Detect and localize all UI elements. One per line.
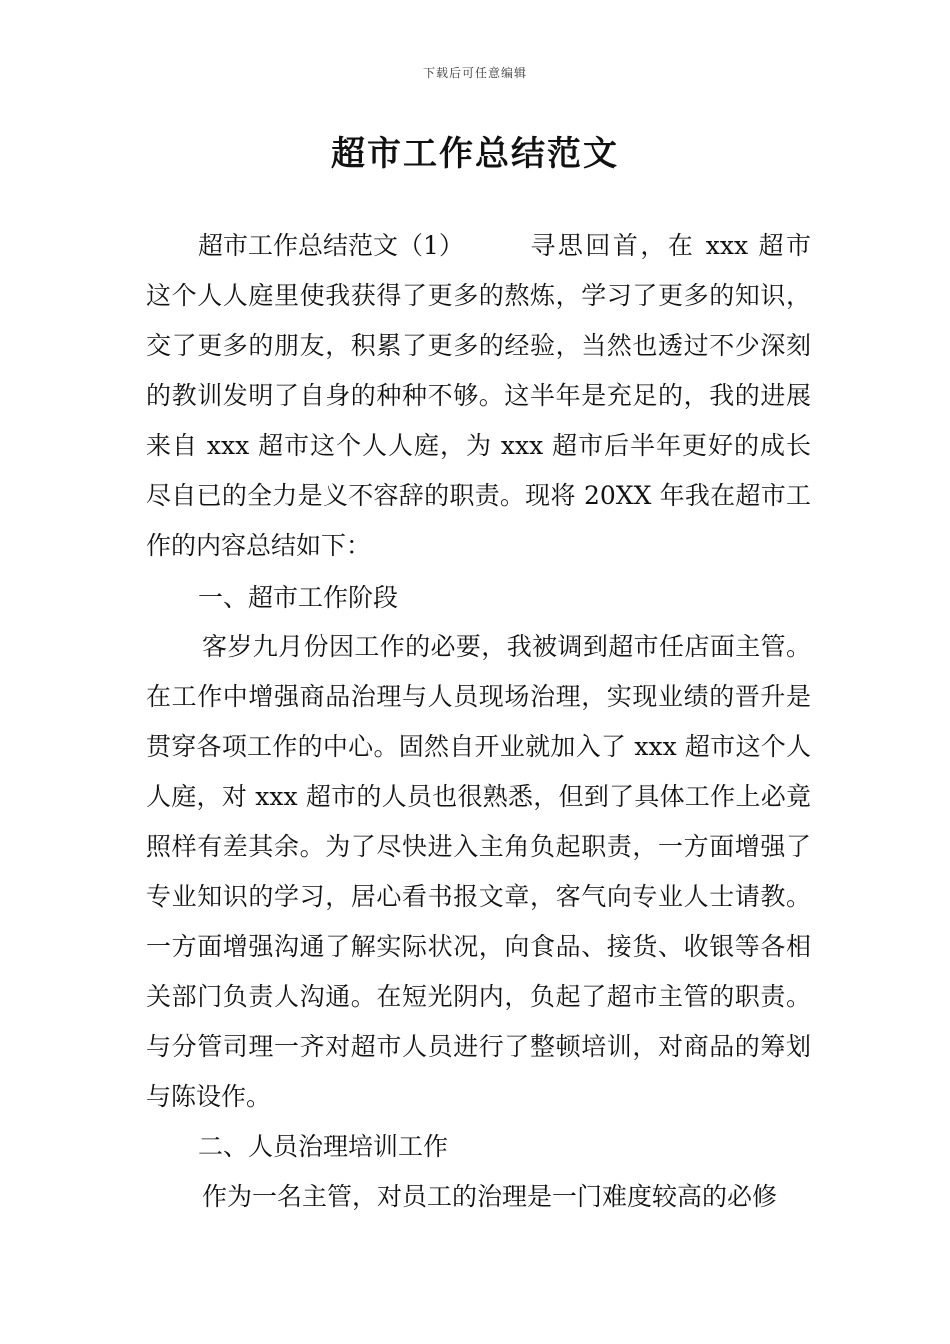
document-title: 超市工作总结范文 <box>331 134 619 174</box>
intro-text: 寻思回首，在 xxx 超市这个人人庭里使我获得了更多的熬炼，学习了更多的知识，交了更多的朋友，积累了更多的经验，当然也透过不少深刻的教训发明了自身的种种不够。这半年是充足的，我的进展来自 xxx 超市这个人人庭，为 xxx 超市后半年更好的成长尽自已的全力是义不容辞的职责。现将 20XX 年我在超市工作的内容总结如下： <box>146 231 811 560</box>
intro-label: 超市工作总结范文（1） <box>198 231 464 260</box>
section2-paragraph: 作为一名主管，对员工的治理是一门难度较高的必修 <box>202 1182 778 1211</box>
intro-paragraph <box>146 221 811 571</box>
section1-paragraph: 客岁九月份因工作的必要，我被调到超市任店面主管。在工作中增强商品治理与人员现场治理，实现业绩的晋升是贯穿各项工作的中心。固然自开业就加入了 xxx 超市这个人人庭，对 xxx 超市的人员也很熟悉，但到了具体工作上必竟照样有差其余。为了尽快进入主角负起职责，一方面增强了专业知识的学习，居心看书报文章，客气向专业人士请教。一方面增强沟通了解实际状况，向食品、接货、收银等各相关部门负责人沟通。在短光阴内，负起了超市主管的职责。与分管司理一齐对超市人员进行了整顿培训，对商品的筹划与陈设作。 <box>146 632 811 1111</box>
header-note: 下载后可任意编辑 <box>422 66 527 80</box>
section1-heading: 一、超市工作阶段 <box>198 583 399 612</box>
section2-heading: 二、人员治理培训工作 <box>198 1132 449 1161</box>
